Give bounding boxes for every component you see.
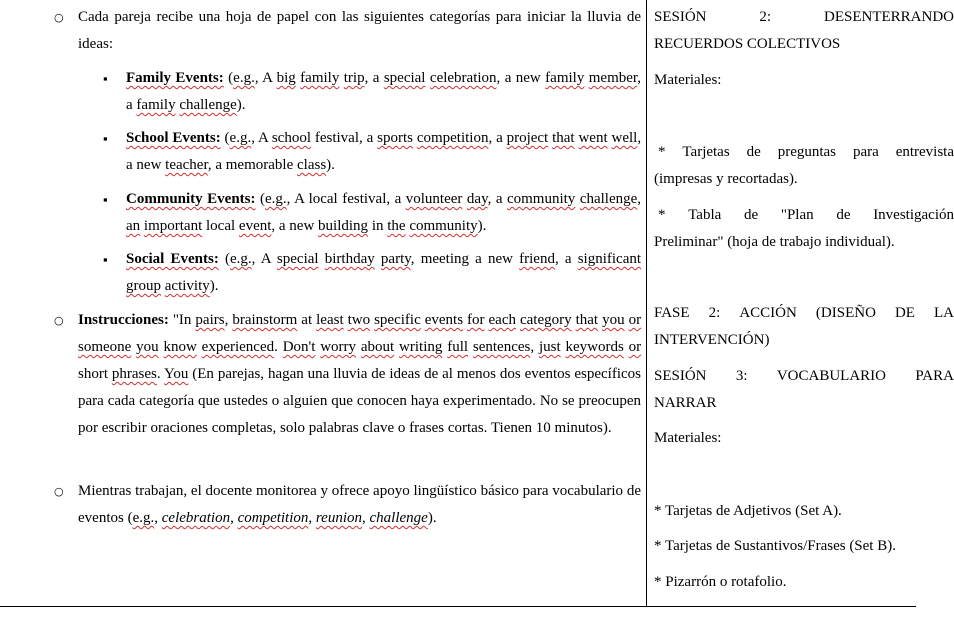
vocab-word: celebration [161, 510, 231, 526]
material-item: * Pizarrón o rotafolio. [654, 574, 787, 590]
category-label: Community Events: [126, 191, 256, 207]
material-item-cont: (impresas y recortadas). [654, 171, 798, 187]
session2-heading-cont: RECUERDOS COLECTIVOS [654, 36, 841, 52]
list-item-instructions [54, 307, 642, 442]
instructions-label: Instrucciones: [78, 312, 169, 328]
table-bottom-border [0, 606, 916, 607]
category-label: Social Events: [126, 251, 219, 267]
material-item-cont: Preliminar" (hoja de trabajo individual). [654, 234, 895, 250]
vocab-word: challenge [369, 510, 428, 526]
square-bullet-icon: ▪ [103, 252, 108, 267]
sub-item-community [103, 186, 642, 240]
eg-abbrev: e.g. [132, 510, 155, 526]
circle-bullet-icon: ○ [54, 11, 64, 24]
category-description: (e.g., A big family trip, a special celebration, a new family member, a family challenge). [126, 70, 642, 113]
material-item: * Tarjetas de preguntas para entrevista [658, 144, 954, 160]
circle-bullet-icon: ○ [54, 485, 64, 498]
category-label: School Events: [126, 130, 221, 146]
session2-heading: SESIÓN 2: DESENTERRANDO [654, 9, 954, 25]
square-bullet-icon: ▪ [103, 192, 108, 207]
vocab-word: reunion [315, 510, 363, 526]
instructions-english: "In pairs, brainstorm at least two specific events for each category that you or someone you know experienced. Don't worry about writing full sentences, just keywords or short phrases. You [78, 312, 642, 382]
category-description: (e.g., A local festival, a volunteer day, a community challenge, an important local event, a new building in the community). [126, 191, 642, 234]
circle-bullet-icon: ○ [54, 314, 64, 327]
material-item: * Tarjetas de Adjetivos (Set A). [654, 503, 842, 519]
session3-heading-cont: NARRAR [654, 395, 717, 411]
sub-item-family [103, 65, 642, 119]
phase2-heading: FASE 2: ACCIÓN (DISEÑO DE LA [654, 305, 954, 321]
list-item-categories [54, 4, 641, 58]
table-column-divider [646, 0, 647, 606]
item-text: Cada pareja recibe una hoja de papel con las siguientes categorías para iniciar la lluvia de ideas: [78, 9, 641, 52]
material-item: * Tabla de "Plan de Investigación [658, 207, 954, 223]
phase2-heading-cont: INTERVENCIÓN) [654, 332, 770, 348]
square-bullet-icon: ▪ [103, 71, 108, 86]
materials-label: Materiales: [654, 430, 722, 446]
vocab-word: competition [237, 510, 309, 526]
material-item: * Tarjetas de Sustantivos/Frases (Set B). [654, 538, 896, 554]
right-cell [654, 0, 954, 606]
materials-label: Materiales: [654, 72, 722, 88]
category-label: Family Events: [126, 70, 224, 86]
session3-heading: SESIÓN 3: VOCABULARIO PARA [654, 368, 954, 384]
square-bullet-icon: ▪ [103, 131, 108, 146]
list-item-monitoring: ○ Mientras trabajan, el docente monitorea y ofrece apoyo lingüístico básico para vocabulario de eventos (e.g., celebration, competition, reunion, challenge). [78, 478, 641, 532]
category-description: (e.g., A special birthday party, meeting a new friend, a significant group activity). [126, 251, 642, 294]
sub-item-school [103, 125, 642, 179]
category-description: (e.g., A school festival, a sports competition, a project that went well, a new teacher, a memorable class). [126, 130, 642, 173]
instructions-spanish: (En parejas, hagan una lluvia de ideas de al menos dos eventos específicos para cada categoría que ustedes o alguien que conocen haya experimentado. No se preocupen por escribir oraciones completas, solo palabras clave o frases cortas. Tienen 10 minutos). [78, 366, 642, 436]
monitoring-text: Mientras trabajan, el docente monitorea y ofrece apoyo lingüístico básico para vocabulario de eventos ( [78, 483, 641, 526]
sub-item-social [103, 246, 642, 300]
